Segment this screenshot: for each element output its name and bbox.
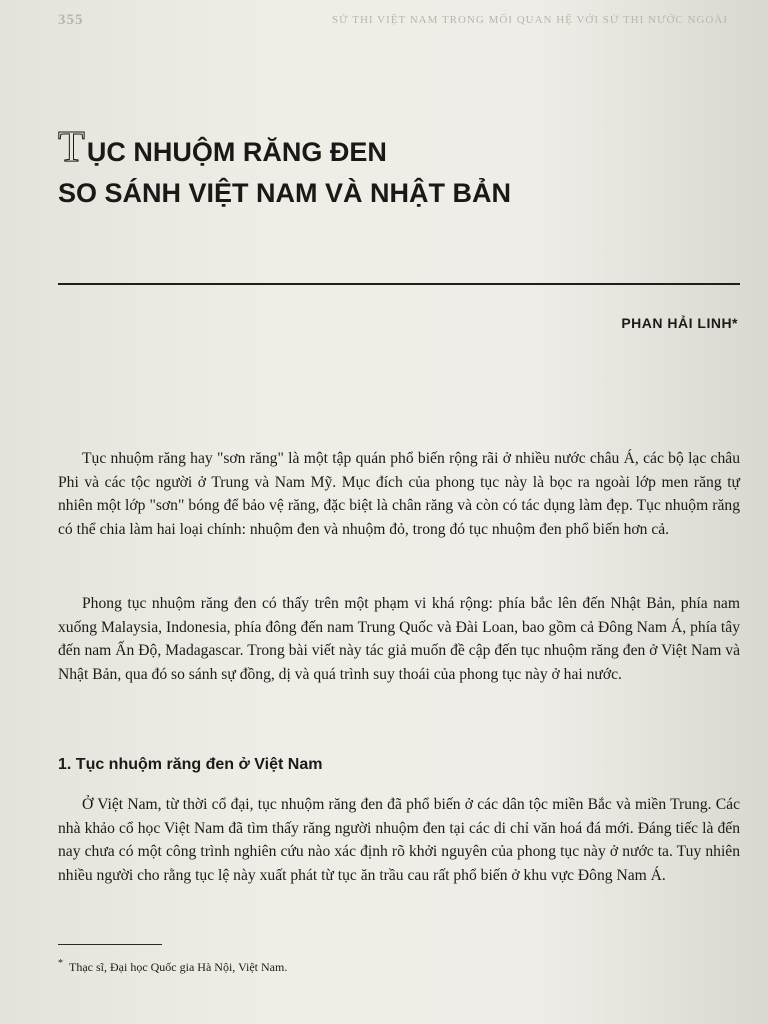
title-line-1: [58, 122, 511, 171]
section-heading: 1. Tục nhuộm răng đen ở Việt Nam: [58, 756, 323, 773]
paragraph-intro: Tục nhuộm răng hay "sơn răng" là một tập quán phổ biến rộng rãi ở nhiều nước châu Á, các bộ lạc châu Phi và các tộc người ở Trung và Nam Mỹ. Mục đích của phong tục này là bọc ra ngoài lớp men răng tự nhiên một lớp "sơn" bóng để bảo vệ răng, đặc biệt là chân răng và còn có tác dụng làm đẹp. Tục nhuộm răng có thể chia làm hai loại chính: nhuộm đen và nhuộm đỏ, trong đó tục nhuộm đen phổ biến hơn cả.: [58, 450, 740, 538]
title-line-2: SO SÁNH VIỆT NAM VÀ NHẬT BẢN: [58, 178, 512, 208]
author-name: PHAN HẢI LINH*: [621, 315, 738, 331]
paragraph-scope: Phong tục nhuộm răng đen có thấy trên một phạm vi khá rộng: phía bắc lên đến Nhật Bản, phía nam xuống Malaysia, Indonesia, phía đông đến nam Trung Quốc và Đài Loan, bao gồm cả Đông Nam Á, phía tây đến nam Ấn Độ, Madagascar. Trong bài viết này tác giả muốn đề cập đến tục nhuộm răng đen ở Việt Nam và Nhật Bản, qua đó so sánh sự đồng, dị và quá trình suy thoái của phong tục này ở hai nước.: [58, 595, 740, 683]
footnote: [58, 958, 287, 975]
article-title: [58, 122, 512, 213]
paragraph-vietnam: Ở Việt Nam, từ thời cổ đại, tục nhuộm răng đen đã phổ biến ở các dân tộc miền Bắc và miền Trung. Các nhà khảo cổ học Việt Nam đã tìm thấy răng người nhuộm đen tại các di chỉ văn hoá đá mới. Đáng tiếc là đến nay chưa có một công trình nghiên cứu nào xác định rõ khởi nguyên của phong tục này ở nước ta. Tuy nhiên nhiều người cho rằng tục lệ này xuất phát từ tục ăn trầu cau rất phổ biến ở khu vực Đông Nam Á.: [58, 796, 740, 884]
page-number: 355: [58, 12, 84, 28]
running-title: SỬ THI VIỆT NAM TRONG MỐI QUAN HỆ VỚI SỬ THI NƯỚC NGOÀI: [332, 14, 728, 26]
title-dropcap: T: [58, 122, 85, 171]
footnote-divider: [58, 944, 162, 945]
footnote-mark: *: [58, 958, 63, 969]
title-line-1-text: ỤC NHUỘM RĂNG ĐEN: [86, 137, 387, 167]
footnote-text: Thạc sĩ, Đại học Quốc gia Hà Nội, Việt Nam.: [69, 960, 288, 974]
title-divider: [58, 283, 740, 285]
